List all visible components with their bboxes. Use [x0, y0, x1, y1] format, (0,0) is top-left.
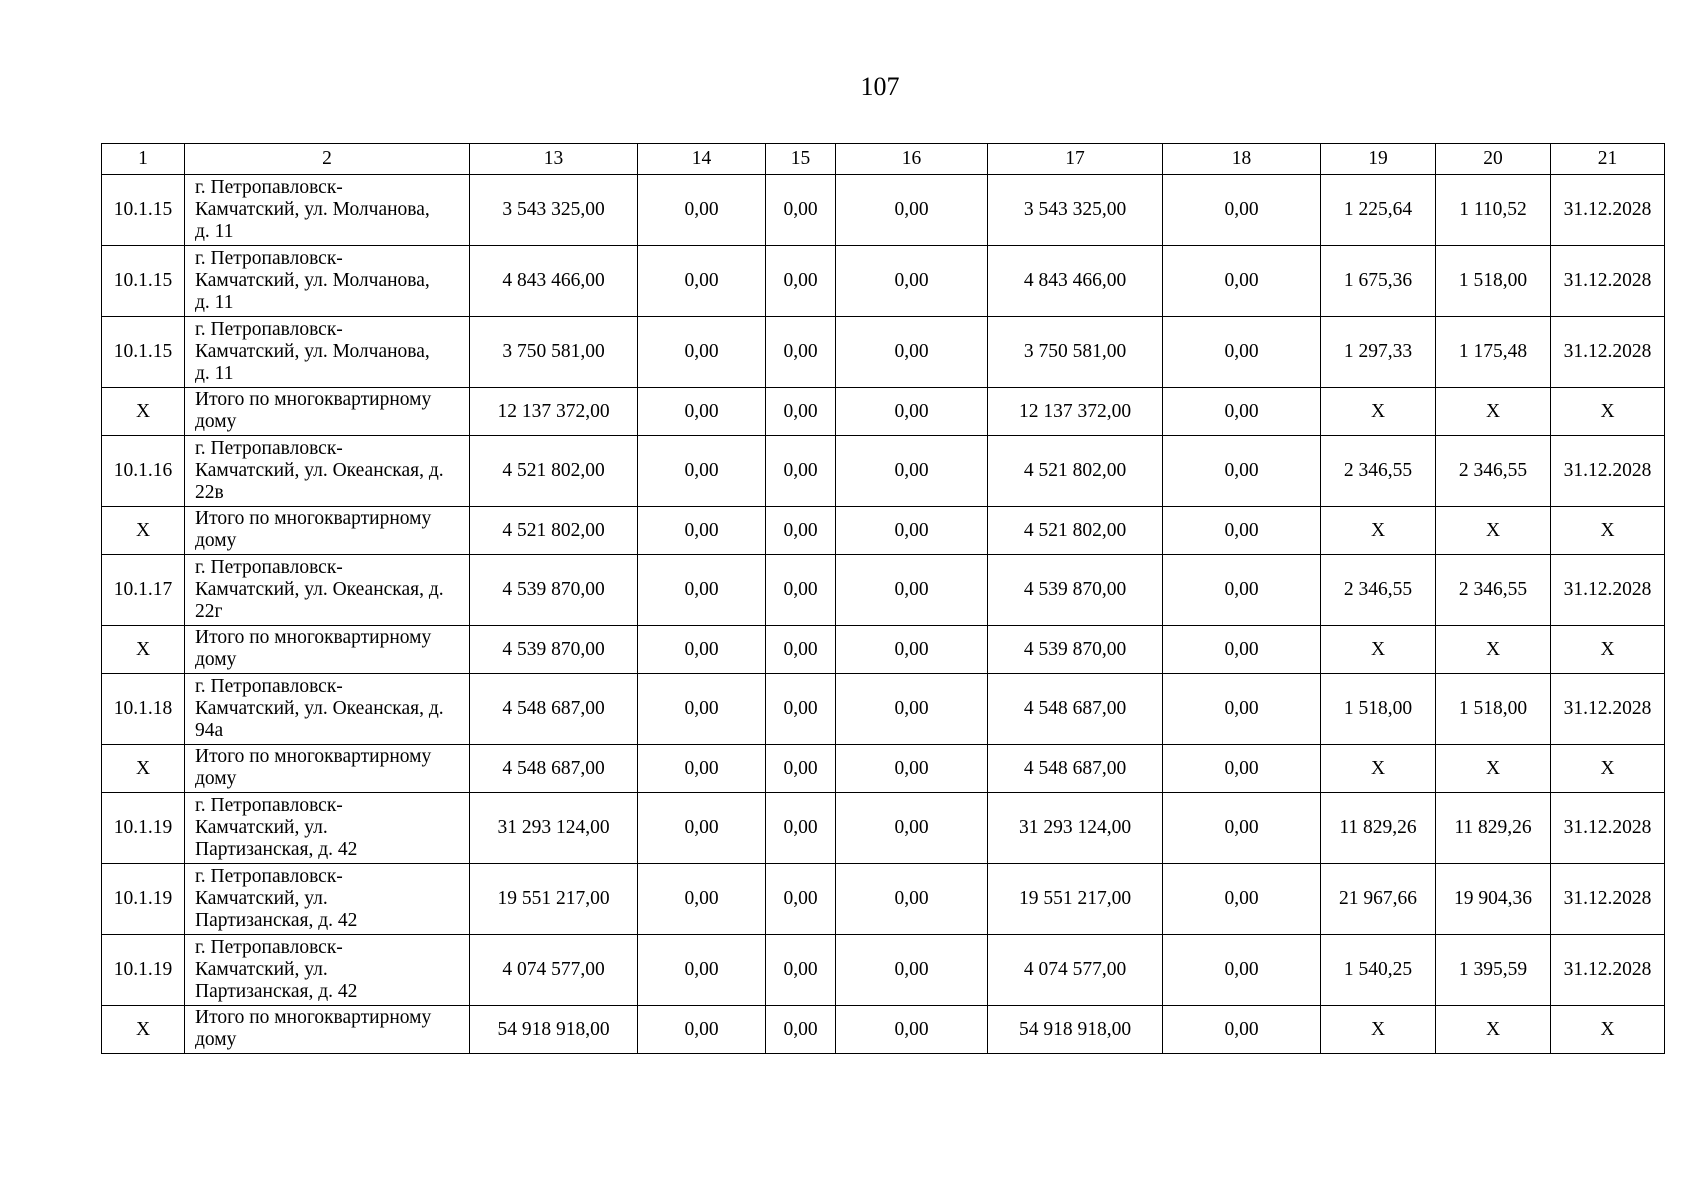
col-14-cell: 0,00 — [638, 175, 766, 246]
address-line: Камчатский, ул. — [195, 817, 328, 838]
col-21-cell: 31.12.2028 — [1551, 674, 1665, 745]
row-number-cell: 10.1.18 — [102, 674, 185, 745]
table-body — [102, 144, 1665, 1054]
address-cell — [185, 436, 470, 507]
address-cell — [185, 507, 470, 555]
address-line: дому — [195, 649, 237, 670]
address-line: д. 11 — [195, 221, 234, 242]
col-17-cell: 4 548 687,00 — [988, 674, 1163, 745]
col-18-cell: 0,00 — [1163, 175, 1321, 246]
table-row — [102, 246, 1665, 317]
row-number-cell: 10.1.19 — [102, 935, 185, 1006]
col-19-cell: 1 297,33 — [1321, 317, 1436, 388]
table-row — [102, 864, 1665, 935]
address-line: Партизанская, д. 42 — [195, 839, 358, 860]
total-row — [102, 507, 1665, 555]
address-cell — [185, 246, 470, 317]
col-16-cell: 0,00 — [836, 1006, 988, 1054]
address-line: Партизанская, д. 42 — [195, 981, 358, 1002]
col-21-cell: X — [1551, 626, 1665, 674]
column-number-header: 14 — [638, 144, 766, 175]
col-16-cell: 0,00 — [836, 436, 988, 507]
col-16-cell: 0,00 — [836, 317, 988, 388]
column-number-header: 2 — [185, 144, 470, 175]
col-14-cell: 0,00 — [638, 246, 766, 317]
row-number-cell: X — [102, 626, 185, 674]
col-20-cell: 1 175,48 — [1436, 317, 1551, 388]
col-13-cell: 31 293 124,00 — [470, 793, 638, 864]
address-line: д. 11 — [195, 363, 234, 384]
address-line: Камчатский, ул. Океанская, д. — [195, 698, 444, 719]
col-21-cell: X — [1551, 745, 1665, 793]
col-20-cell: X — [1436, 626, 1551, 674]
col-17-cell: 4 521 802,00 — [988, 436, 1163, 507]
address-line: г. Петропавловск- — [195, 248, 343, 269]
col-20-cell: X — [1436, 745, 1551, 793]
column-number-header: 17 — [988, 144, 1163, 175]
col-18-cell: 0,00 — [1163, 745, 1321, 793]
col-15-cell: 0,00 — [766, 246, 836, 317]
col-14-cell: 0,00 — [638, 388, 766, 436]
col-14-cell: 0,00 — [638, 507, 766, 555]
address-line: г. Петропавловск- — [195, 557, 343, 578]
col-17-cell: 19 551 217,00 — [988, 864, 1163, 935]
col-13-cell: 4 843 466,00 — [470, 246, 638, 317]
address-line: г. Петропавловск- — [195, 866, 343, 887]
address-line: г. Петропавловск- — [195, 319, 343, 340]
address-line: Камчатский, ул. Молчанова, — [195, 199, 430, 220]
col-21-cell: X — [1551, 1006, 1665, 1054]
col-20-cell: 1 110,52 — [1436, 175, 1551, 246]
row-number-cell: 10.1.15 — [102, 317, 185, 388]
col-20-cell: X — [1436, 507, 1551, 555]
col-19-cell: 2 346,55 — [1321, 436, 1436, 507]
column-number-header: 1 — [102, 144, 185, 175]
address-line: г. Петропавловск- — [195, 438, 343, 459]
col-18-cell: 0,00 — [1163, 436, 1321, 507]
address-cell — [185, 1006, 470, 1054]
address-line: г. Петропавловск- — [195, 937, 343, 958]
address-line: дому — [195, 1029, 237, 1050]
col-19-cell: X — [1321, 745, 1436, 793]
address-line: 22г — [195, 601, 223, 622]
table-row — [102, 436, 1665, 507]
address-cell — [185, 175, 470, 246]
col-19-cell: 21 967,66 — [1321, 864, 1436, 935]
col-17-cell: 3 750 581,00 — [988, 317, 1163, 388]
address-line: Камчатский, ул. Океанская, д. — [195, 579, 444, 600]
col-13-cell: 19 551 217,00 — [470, 864, 638, 935]
col-14-cell: 0,00 — [638, 317, 766, 388]
table-row — [102, 555, 1665, 626]
column-number-header-row — [102, 144, 1665, 175]
col-19-cell: X — [1321, 507, 1436, 555]
address-cell — [185, 793, 470, 864]
col-17-cell: 4 521 802,00 — [988, 507, 1163, 555]
col-17-cell: 4 843 466,00 — [988, 246, 1163, 317]
col-13-cell: 4 539 870,00 — [470, 626, 638, 674]
row-number-cell: X — [102, 388, 185, 436]
col-16-cell: 0,00 — [836, 935, 988, 1006]
col-16-cell: 0,00 — [836, 507, 988, 555]
col-18-cell: 0,00 — [1163, 1006, 1321, 1054]
address-line: Камчатский, ул. Молчанова, — [195, 270, 430, 291]
col-16-cell: 0,00 — [836, 555, 988, 626]
address-line: Камчатский, ул. Океанская, д. — [195, 460, 444, 481]
address-line: 22в — [195, 482, 224, 503]
col-13-cell: 4 521 802,00 — [470, 436, 638, 507]
column-number-header: 16 — [836, 144, 988, 175]
address-line: Камчатский, ул. Молчанова, — [195, 341, 430, 362]
total-row — [102, 626, 1665, 674]
col-17-cell: 12 137 372,00 — [988, 388, 1163, 436]
row-number-cell: 10.1.15 — [102, 175, 185, 246]
col-19-cell: 2 346,55 — [1321, 555, 1436, 626]
col-14-cell: 0,00 — [638, 436, 766, 507]
col-13-cell: 4 548 687,00 — [470, 674, 638, 745]
col-20-cell: 1 518,00 — [1436, 246, 1551, 317]
col-18-cell: 0,00 — [1163, 388, 1321, 436]
row-number-cell: X — [102, 745, 185, 793]
col-15-cell: 0,00 — [766, 388, 836, 436]
row-number-cell: X — [102, 1006, 185, 1054]
row-number-cell: 10.1.17 — [102, 555, 185, 626]
address-line: Итого по многоквартирному — [195, 627, 432, 648]
col-13-cell: 54 918 918,00 — [470, 1006, 638, 1054]
address-line: Камчатский, ул. — [195, 959, 328, 980]
col-15-cell: 0,00 — [766, 507, 836, 555]
address-cell — [185, 555, 470, 626]
address-cell — [185, 388, 470, 436]
col-15-cell: 0,00 — [766, 626, 836, 674]
col-17-cell: 4 548 687,00 — [988, 745, 1163, 793]
address-line: Итого по многоквартирному — [195, 389, 432, 410]
col-18-cell: 0,00 — [1163, 246, 1321, 317]
col-20-cell: 2 346,55 — [1436, 555, 1551, 626]
table-row — [102, 674, 1665, 745]
col-16-cell: 0,00 — [836, 175, 988, 246]
address-line: Итого по многоквартирному — [195, 1007, 432, 1028]
col-14-cell: 0,00 — [638, 674, 766, 745]
col-21-cell: X — [1551, 507, 1665, 555]
address-line: г. Петропавловск- — [195, 177, 343, 198]
address-cell — [185, 317, 470, 388]
col-17-cell: 4 539 870,00 — [988, 626, 1163, 674]
col-20-cell: X — [1436, 1006, 1551, 1054]
col-18-cell: 0,00 — [1163, 935, 1321, 1006]
col-15-cell: 0,00 — [766, 175, 836, 246]
row-number-cell: 10.1.15 — [102, 246, 185, 317]
address-line: дому — [195, 411, 237, 432]
col-20-cell: 19 904,36 — [1436, 864, 1551, 935]
col-14-cell: 0,00 — [638, 745, 766, 793]
row-number-cell: 10.1.19 — [102, 793, 185, 864]
col-16-cell: 0,00 — [836, 745, 988, 793]
col-21-cell: 31.12.2028 — [1551, 175, 1665, 246]
col-16-cell: 0,00 — [836, 626, 988, 674]
col-21-cell: 31.12.2028 — [1551, 793, 1665, 864]
col-19-cell: X — [1321, 626, 1436, 674]
col-19-cell: 1 225,64 — [1321, 175, 1436, 246]
address-line: Итого по многоквартирному — [195, 746, 432, 767]
col-14-cell: 0,00 — [638, 1006, 766, 1054]
col-19-cell: 1 675,36 — [1321, 246, 1436, 317]
table-row — [102, 175, 1665, 246]
column-number-header: 21 — [1551, 144, 1665, 175]
col-21-cell: 31.12.2028 — [1551, 436, 1665, 507]
col-20-cell: 1 395,59 — [1436, 935, 1551, 1006]
address-line: 94а — [195, 720, 224, 741]
col-14-cell: 0,00 — [638, 935, 766, 1006]
col-18-cell: 0,00 — [1163, 555, 1321, 626]
col-15-cell: 0,00 — [766, 793, 836, 864]
table-row — [102, 793, 1665, 864]
column-number-header: 19 — [1321, 144, 1436, 175]
address-line: Итого по многоквартирному — [195, 508, 432, 529]
data-table — [101, 143, 1665, 1054]
address-line: Камчатский, ул. — [195, 888, 328, 909]
col-21-cell: 31.12.2028 — [1551, 864, 1665, 935]
column-number-header: 13 — [470, 144, 638, 175]
col-21-cell: 31.12.2028 — [1551, 935, 1665, 1006]
col-20-cell: 2 346,55 — [1436, 436, 1551, 507]
address-line: Партизанская, д. 42 — [195, 910, 358, 931]
col-15-cell: 0,00 — [766, 674, 836, 745]
col-14-cell: 0,00 — [638, 793, 766, 864]
address-cell — [185, 674, 470, 745]
col-17-cell: 3 543 325,00 — [988, 175, 1163, 246]
col-21-cell: 31.12.2028 — [1551, 246, 1665, 317]
col-14-cell: 0,00 — [638, 864, 766, 935]
column-number-header: 18 — [1163, 144, 1321, 175]
col-15-cell: 0,00 — [766, 555, 836, 626]
address-cell — [185, 864, 470, 935]
col-20-cell: 1 518,00 — [1436, 674, 1551, 745]
row-number-cell: X — [102, 507, 185, 555]
col-19-cell: 1 518,00 — [1321, 674, 1436, 745]
col-13-cell: 3 750 581,00 — [470, 317, 638, 388]
col-21-cell: 31.12.2028 — [1551, 317, 1665, 388]
address-line: дому — [195, 530, 237, 551]
col-19-cell: X — [1321, 1006, 1436, 1054]
col-20-cell: X — [1436, 388, 1551, 436]
col-13-cell: 12 137 372,00 — [470, 388, 638, 436]
column-number-header: 20 — [1436, 144, 1551, 175]
col-15-cell: 0,00 — [766, 745, 836, 793]
col-16-cell: 0,00 — [836, 388, 988, 436]
address-line: дому — [195, 768, 237, 789]
address-cell — [185, 935, 470, 1006]
col-18-cell: 0,00 — [1163, 317, 1321, 388]
total-row — [102, 745, 1665, 793]
col-15-cell: 0,00 — [766, 935, 836, 1006]
col-18-cell: 0,00 — [1163, 793, 1321, 864]
table-row — [102, 935, 1665, 1006]
col-13-cell: 4 548 687,00 — [470, 745, 638, 793]
table-row — [102, 317, 1665, 388]
col-15-cell: 0,00 — [766, 317, 836, 388]
col-21-cell: X — [1551, 388, 1665, 436]
row-number-cell: 10.1.16 — [102, 436, 185, 507]
address-line: г. Петропавловск- — [195, 795, 343, 816]
col-15-cell: 0,00 — [766, 864, 836, 935]
col-16-cell: 0,00 — [836, 674, 988, 745]
col-15-cell: 0,00 — [766, 436, 836, 507]
col-16-cell: 0,00 — [836, 864, 988, 935]
page-number: 107 — [860, 72, 900, 101]
total-row — [102, 1006, 1665, 1054]
col-14-cell: 0,00 — [638, 555, 766, 626]
col-19-cell: 11 829,26 — [1321, 793, 1436, 864]
col-13-cell: 4 521 802,00 — [470, 507, 638, 555]
total-row — [102, 388, 1665, 436]
col-13-cell: 4 074 577,00 — [470, 935, 638, 1006]
col-17-cell: 4 539 870,00 — [988, 555, 1163, 626]
col-18-cell: 0,00 — [1163, 626, 1321, 674]
address-cell — [185, 745, 470, 793]
col-16-cell: 0,00 — [836, 246, 988, 317]
col-19-cell: X — [1321, 388, 1436, 436]
address-line: г. Петропавловск- — [195, 676, 343, 697]
col-21-cell: 31.12.2028 — [1551, 555, 1665, 626]
col-18-cell: 0,00 — [1163, 864, 1321, 935]
col-13-cell: 4 539 870,00 — [470, 555, 638, 626]
col-19-cell: 1 540,25 — [1321, 935, 1436, 1006]
column-number-header: 15 — [766, 144, 836, 175]
address-cell — [185, 626, 470, 674]
col-18-cell: 0,00 — [1163, 674, 1321, 745]
col-16-cell: 0,00 — [836, 793, 988, 864]
col-13-cell: 3 543 325,00 — [470, 175, 638, 246]
col-17-cell: 4 074 577,00 — [988, 935, 1163, 1006]
col-15-cell: 0,00 — [766, 1006, 836, 1054]
col-17-cell: 54 918 918,00 — [988, 1006, 1163, 1054]
col-20-cell: 11 829,26 — [1436, 793, 1551, 864]
col-18-cell: 0,00 — [1163, 507, 1321, 555]
address-line: д. 11 — [195, 292, 234, 313]
row-number-cell: 10.1.19 — [102, 864, 185, 935]
col-17-cell: 31 293 124,00 — [988, 793, 1163, 864]
col-14-cell: 0,00 — [638, 626, 766, 674]
